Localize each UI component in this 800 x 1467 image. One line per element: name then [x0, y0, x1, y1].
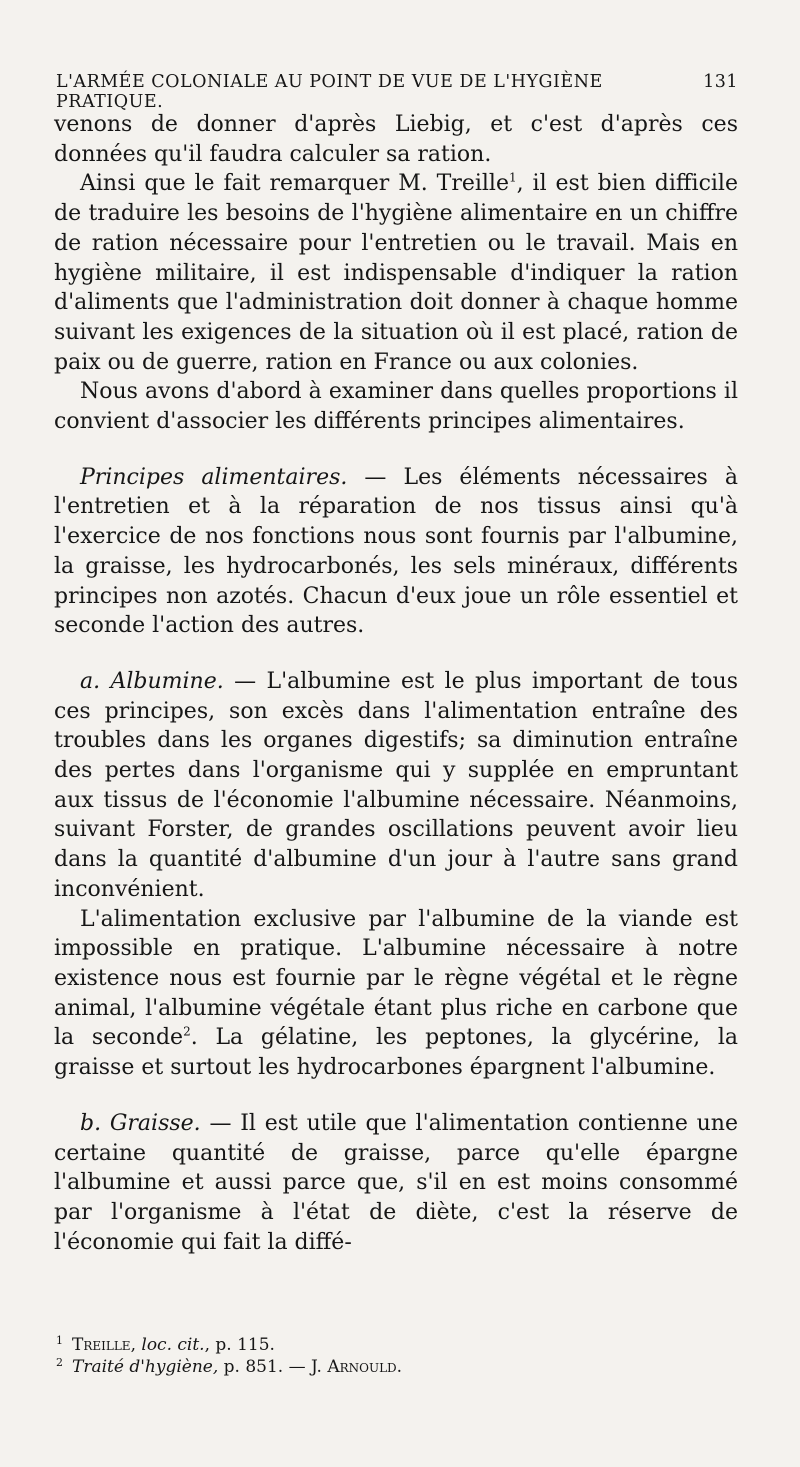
paragraph-2 [54, 169, 738, 377]
paragraph-6-text-b: . La gélatine, les peptones, la glycérine, la graisse et surtout les hydrocarbones épargnent l'albumine. [54, 1025, 738, 1081]
paragraph-1 [54, 110, 738, 169]
paragraph-2-text-b: , il est bien difficile de traduire les besoins de l'hygiène alimentaire en un chiffre de ration nécessaire pour l'entretien ou le travail. Mais en hygiène militaire, il est indispensable d'indiquer la ration d'aliments que l'administration doit donner à chaque homme suivant les exigences de la situation où il est placé, ration de paix ou de guerre, ration en France ou aux colonies. [54, 171, 738, 375]
section-title-graisse: Graisse. [101, 1110, 201, 1136]
section-principes [54, 463, 738, 641]
footnote-2 [56, 1356, 738, 1378]
running-title: L'ARMÉE COLONIALE AU POINT DE VUE DE L'HYGIÈNE PRATIQUE. [56, 72, 603, 112]
footnote-2-page: p. 851. — [218, 1357, 312, 1377]
section-principes-text: — Les éléments nécessaires à l'entretien et à la réparation de nos tissus ainsi qu'à l'exercice de nos fonctions nous sont fournis par l'albumine, la graisse, les hydrocarbonés, les sels minéraux, différents principes non azotés. Chacun d'eux joue un rôle essentiel et seconde l'action des autres. [54, 464, 738, 639]
section-letter-b: b. [80, 1110, 102, 1136]
section-title-albumine: Albumine. [100, 668, 224, 694]
footnote-ref-2: 2 [183, 1025, 191, 1040]
section-albumine-text: — L'albumine est le plus important de tous ces principes, son excès dans l'alimentation entraîne des troubles dans les organes digestifs; sa diminution entraîne des pertes dans l'organisme qui y supplée en empruntant aux tissus de l'économie l'albumine nécessaire. Néanmoins, suivant Forster, de grandes oscillations peuvent avoir lieu dans la quantité d'albumine d'un jour à l'autre sans grand inconvénient. [54, 668, 739, 902]
footnote-2-mark: 2 [56, 1356, 63, 1369]
paragraph-3-text: Nous avons d'abord à examiner dans quelles proportions il convient d'associer les différents principes alimentaires. [54, 379, 738, 435]
paragraph-6 [54, 905, 738, 1083]
section-letter-a: a. [80, 668, 101, 694]
footnote-1-mark: 1 [56, 1334, 63, 1347]
page-header [56, 72, 738, 112]
paragraph-6-text-a: L'alimentation exclusive par l'albumine de la viande est impossible en pratique. L'albumine nécessaire à notre existence nous est fournie par le règne végétal et le règne animal, l'albumine végétale étant plus riche en carbone que la seconde [54, 906, 738, 1051]
footnote-1-page: , p. 115. [204, 1335, 275, 1355]
section-title-principes: Principes alimentaires. [80, 464, 348, 490]
footnote-1 [56, 1334, 738, 1356]
footnote-1-ref: loc. cit. [135, 1335, 205, 1355]
footnote-1-author: Treille, [72, 1335, 136, 1355]
paragraph-3 [54, 377, 738, 436]
footnote-ref-1: 1 [509, 171, 517, 186]
footnote-2-author: J. Arnould. [311, 1357, 403, 1377]
footnote-2-title: Traité d'hygiène, [72, 1357, 219, 1377]
footnotes [56, 1334, 738, 1378]
page-number: 131 [703, 72, 738, 92]
paragraph-2-text-a: Ainsi que le fait remarquer M. Treille [80, 171, 509, 197]
paragraph-1-text: venons de donner d'après Liebig, et c'est d'après ces données qu'il faudra calculer sa ration. [54, 112, 738, 167]
body-text [54, 110, 738, 1257]
section-graisse-text: — Il est utile que l'alimentation contienne une certaine quantité de graisse, parce qu'elle épargne l'albumine et aussi parce que, s'il en est moins consommé par l'organisme à l'état de diète, c'est la réserve de l'économie qui fait la diffé- [54, 1110, 738, 1255]
section-graisse [54, 1109, 738, 1258]
section-albumine [54, 667, 738, 905]
